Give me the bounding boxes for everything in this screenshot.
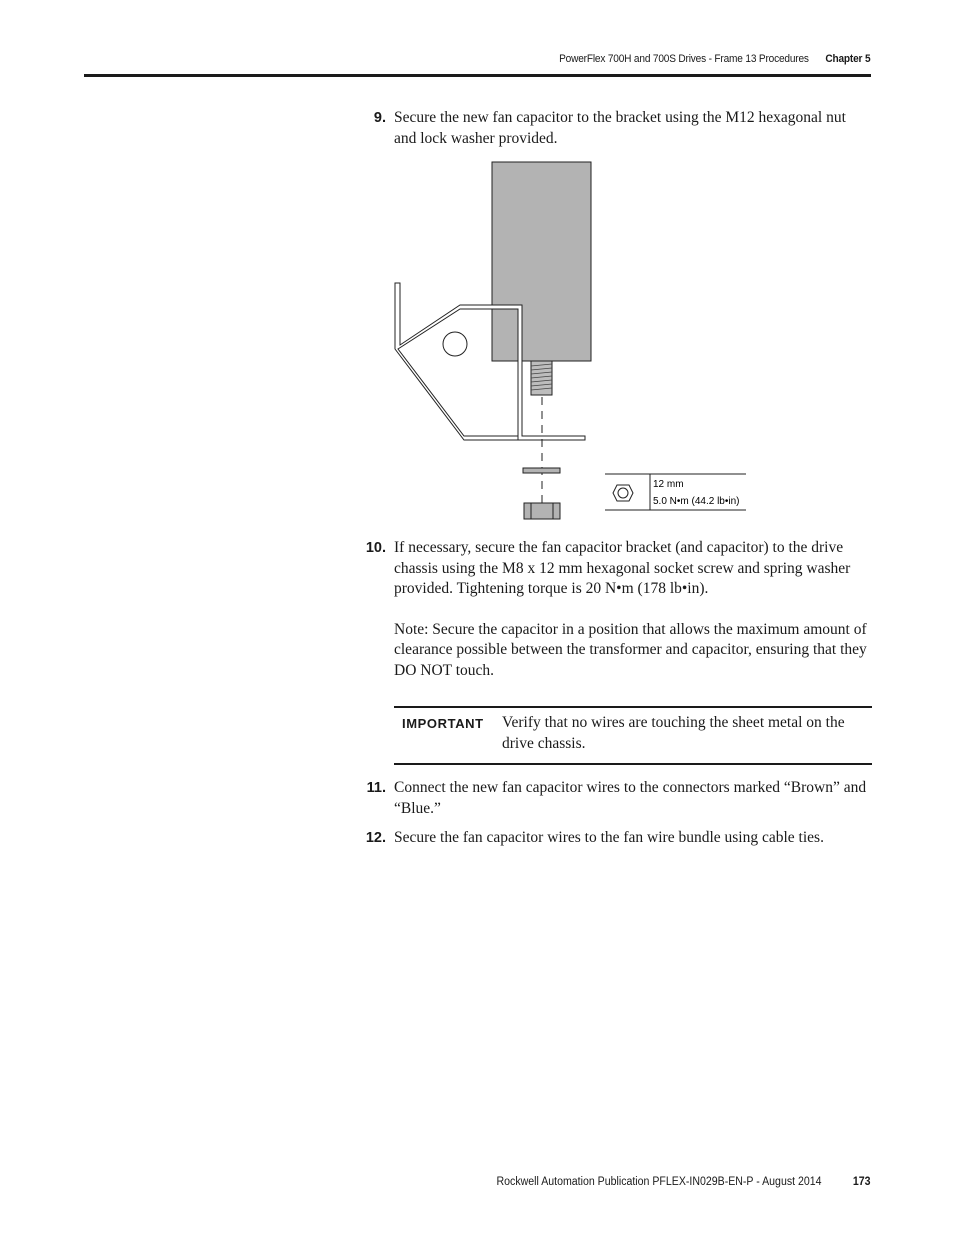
lock-washer	[523, 468, 560, 473]
step-number: 12.	[365, 830, 386, 846]
page-number: 173	[852, 1176, 870, 1188]
threaded-stud	[531, 361, 552, 395]
step-text: Secure the new fan capacitor to the bracket using the M12 hexagonal nut and lock washer provided.	[394, 109, 846, 147]
footer-publication: Rockwell Automation Publication PFLEX-IN029B-EN-P - August 2014	[496, 1176, 822, 1188]
step-number: 11.	[366, 780, 386, 796]
step-number: 10.	[365, 540, 386, 556]
header-title: PowerFlex 700H and 700S Drives - Frame 13 Procedures	[558, 53, 809, 65]
hex-nut	[524, 503, 560, 519]
step-10	[358, 538, 872, 681]
bracket-hole	[443, 332, 467, 356]
hex-nut-icon	[613, 485, 633, 501]
step-text: Connect the new fan capacitor wires to the connectors marked “Brown” and “Blue.”	[394, 779, 867, 817]
header-rule	[84, 74, 871, 77]
header-chapter: Chapter 5	[824, 53, 870, 65]
callout-size: 12 mm	[653, 479, 684, 490]
callout-torque: 5.0 N•m (44.2 lb•in)	[653, 496, 740, 507]
step-text: Secure the fan capacitor wires to the fan wire bundle using cable ties.	[394, 829, 824, 846]
step-note: Note: Secure the capacitor in a position that allows the maximum amount of clearance possible between the transformer and capacitor, ensuring that they DO NOT touch.	[394, 620, 867, 679]
running-header	[559, 53, 870, 65]
step-number: 9.	[373, 110, 386, 126]
important-label: IMPORTANT	[402, 716, 484, 731]
capacitor-body	[492, 162, 591, 361]
important-text: Verify that no wires are touching the sheet metal on the drive chassis.	[502, 714, 845, 752]
page-footer	[496, 1176, 870, 1188]
step-text: If necessary, secure the fan capacitor bracket (and capacitor) to the drive chassis using the M8 x 12 mm hexagonal socket screw and spring washer provided. Tightening torque is 20 N•m (178 lb•in).	[394, 539, 851, 597]
important-box	[394, 706, 872, 765]
capacitor-mounting-figure	[380, 155, 760, 525]
step-12	[358, 828, 872, 849]
step-11	[358, 778, 872, 819]
step-9	[358, 108, 872, 149]
torque-callout	[605, 474, 746, 510]
